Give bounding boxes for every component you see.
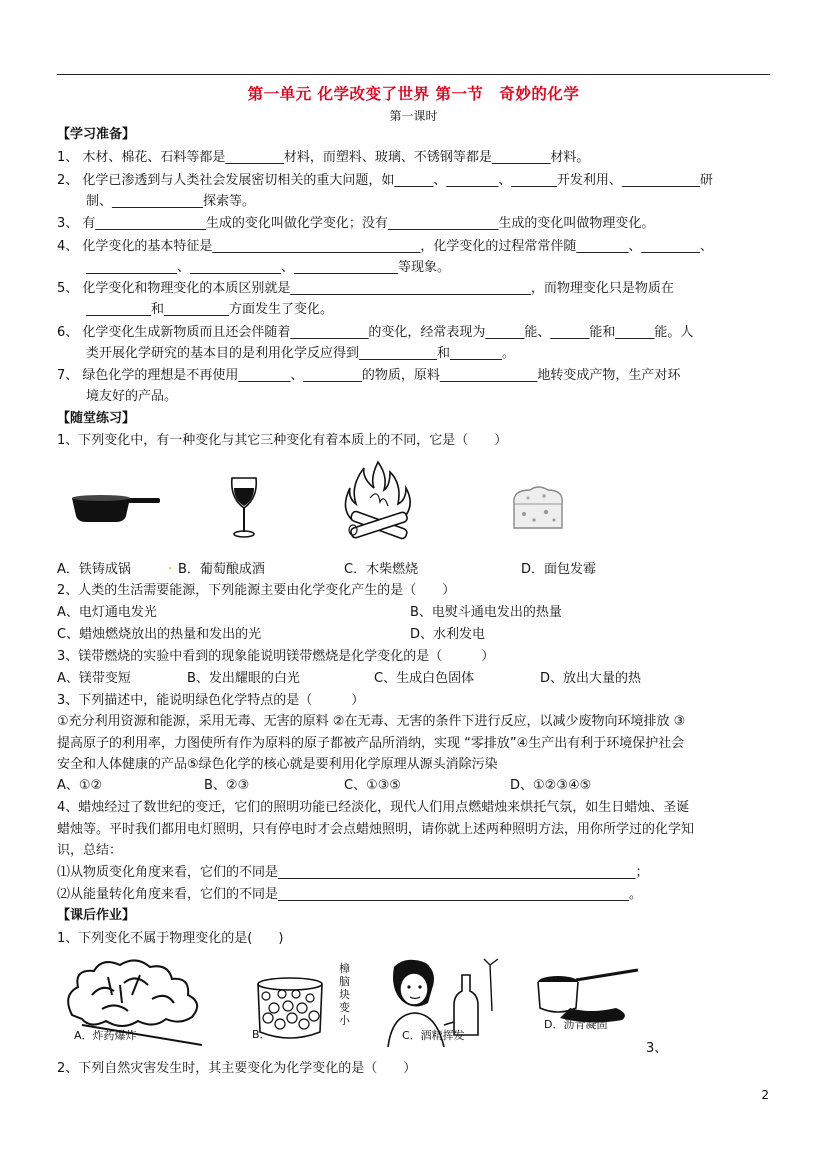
q3b-option-c: C、①③⑤ <box>344 778 402 793</box>
section-homework-heading: 【课后作业】 <box>57 908 136 923</box>
pic-d-caption: D．沥青凝固 <box>544 1018 608 1031</box>
q3b-line: 提高原子的利用率，力图使所有作为原料的原子都被产品所消纳，实现 “零排放”④生产出有利于环境保护社会 <box>57 736 685 751</box>
q1-option-d: D．面包发霉 <box>521 562 597 577</box>
q3b-line: 安全和人体健康的产品⑤绿色化学的核心就是要利用化学原理从源头消除污染 <box>57 757 498 772</box>
q1-option-c: C．木柴燃烧 <box>344 562 419 577</box>
q4-line: 4、蜡烛经过了数世纪的变迁，它们的照明功能已经淡化，现代人们用点燃蜡烛来烘托气氛，如生日蜡烛、圣诞 <box>57 800 690 815</box>
burning-wood-picture <box>340 458 418 550</box>
q3b-option-d: D、①②③④⑤ <box>510 778 592 793</box>
section-practice-heading: 【随堂练习】 <box>57 411 136 426</box>
pic-c-caption: C．酒精挥发 <box>402 1029 465 1042</box>
explosion-picture <box>62 955 212 1047</box>
asphalt-pot-picture <box>530 968 640 1031</box>
prep-line: 2、 化学已渗透到与人类社会发展密切相关的重大问题，如______、________、_______开发利用、____________研 <box>57 173 713 188</box>
q3-option-a: A、镁带变短 <box>57 671 131 686</box>
homework-question-1: 1、下列变化不属于物理变化的是( ) <box>57 931 284 946</box>
page-number: 2 <box>761 1088 769 1102</box>
q4-line: 蜡烛等。平时我们都用电灯照明，只有停电时才会点蜡烛照明，请你就上述两种照明方法，用你所学过的化学知 <box>57 822 695 837</box>
q4-line: 识，总结： <box>57 843 123 858</box>
prep-line: 6、 化学变化生成新物质而且还会伴随着____________的变化，经常表现为______能、______能和______能。人 <box>57 325 694 340</box>
q4-sub-2: ⑵从能量转化角度来看，它们的不同是______________________________________________________。 <box>57 887 643 902</box>
moldy-bread-picture <box>508 486 568 534</box>
prep-line: 1、 木材、棉花、石料等都是_________材料，而塑料、玻璃、不锈钢等都是_________材料。 <box>57 150 590 165</box>
q3-option-d: D、放出大量的热 <box>540 671 642 686</box>
question-3-marker: 3、 <box>646 1041 668 1056</box>
question-1: 1、下列变化中，有一种变化与其它三种变化有着本质上的不同，它是（ ） <box>57 433 508 448</box>
q2-option-d: D、水利发电 <box>410 627 486 642</box>
prep-line: 境友好的产品。 <box>86 389 178 404</box>
q1-option-b: B．葡萄酿成酒 <box>178 562 265 577</box>
question-3b: 3、下列描述中，能说明绿色化学特点的是（ ） <box>57 693 365 708</box>
section-prep-heading: 【学习准备】 <box>57 127 136 142</box>
q3b-option-b: B、②③ <box>204 778 250 793</box>
q3-option-b: B、发出耀眼的白光 <box>187 671 300 686</box>
frying-pan-picture <box>70 488 162 526</box>
q2-option-b: B、电熨斗通电发出的热量 <box>410 605 562 620</box>
prep-line: 制、______________探索等。 <box>86 194 256 209</box>
q1-option-a: A．铁铸成锅 <box>57 562 131 577</box>
page-subtitle: 第一课时 <box>389 109 438 123</box>
q2-option-a: A、电灯通电发光 <box>57 605 157 620</box>
prep-line: 4、 化学变化的基本特征是________________________________，化学变化的过程常常伴随________、_________、 <box>57 239 713 254</box>
prep-line: 类开展化学研究的基本目的是利用化学反应得到____________和________。 <box>86 346 516 361</box>
pic-a-caption: A．炸药爆炸 <box>74 1029 137 1042</box>
q2-option-c: C、蜡烛燃烧放出的热量和发出的光 <box>57 627 262 642</box>
homework-question-2: 2、下列自然灾害发生时，其主要变化为化学变化的是（ ） <box>57 1061 417 1076</box>
yellow-dot-mark: . <box>168 558 173 573</box>
page-title: 第一单元 化学改变了世界 第一节 奇妙的化学 <box>247 85 580 103</box>
pic-b-caption: B． <box>252 1028 271 1041</box>
prep-line: __________和__________方面发生了变化。 <box>86 302 334 317</box>
prep-line: 7、 绿色化学的理想是不再使用________、_________的物质，原料_______________地转变成产物，生产对环 <box>57 368 681 383</box>
prep-line: 5、 化学变化和物理变化的本质区别就是_____________________________________，而物理变化只是物质在 <box>57 281 674 296</box>
prep-line: ______________、______________、________________等现象。 <box>86 260 451 275</box>
q3b-option-a: A、①② <box>57 778 103 793</box>
alcohol-volatilize-picture <box>374 955 514 1047</box>
wine-glass-picture <box>228 476 260 540</box>
q3b-line: ①充分利用资源和能源，采用无毒、无害的原料 ②在无毒、无害的条件下进行反应，以减少废物向环境排放 ③ <box>57 714 686 729</box>
question-3: 3、镁带燃烧的实验中看到的现象能说明镁带燃烧是化学变化的是（ ） <box>57 649 495 664</box>
prep-line: 3、 有_________________生成的变化叫做化学变化；没有_________________生成的变化叫做物理变化。 <box>57 216 655 231</box>
q3-option-c: C、生成白色固体 <box>374 671 475 686</box>
header-rule <box>57 74 770 75</box>
question-2: 2、人类的生活需要能源，下列能源主要由化学变化产生的是（ ） <box>57 583 456 598</box>
q4-sub-1: ⑴从物质变化角度来看，它们的不同是_______________________________________________________； <box>57 865 649 880</box>
camphor-beaker-picture <box>248 968 338 1044</box>
camphor-label: 樟脑块变小 <box>339 962 350 1027</box>
